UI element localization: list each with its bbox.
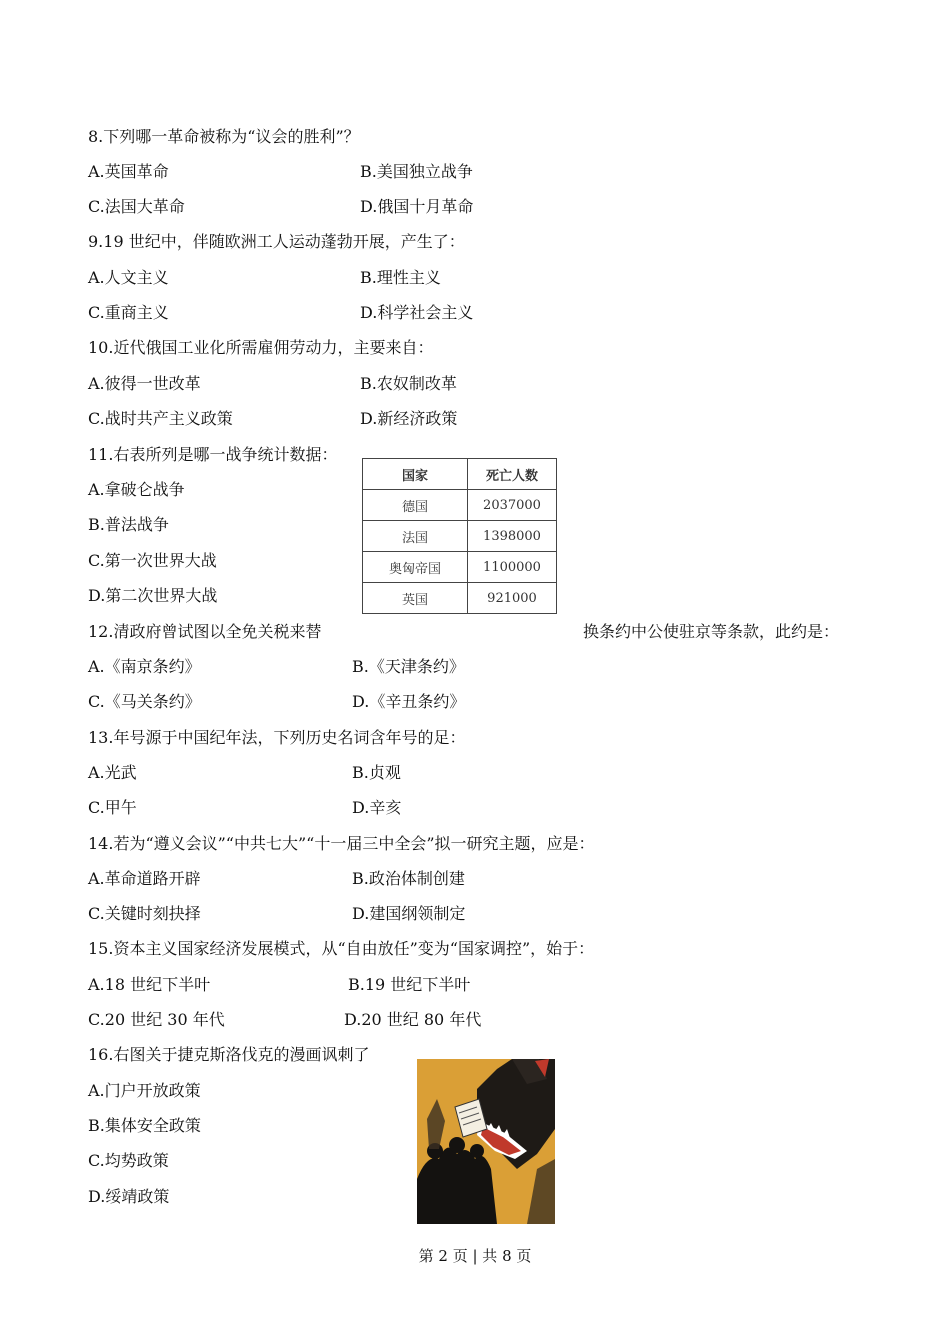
question-15-option-d: D.20 世纪 80 年代 bbox=[344, 1010, 482, 1029]
table-row bbox=[363, 490, 557, 521]
question-10-option-b: B.农奴制改革 bbox=[360, 374, 457, 393]
question-12-option-d: D.《辛丑条约》 bbox=[352, 692, 466, 711]
question-12-option-c: C.《马关条约》 bbox=[88, 692, 201, 711]
question-13-option-a: A.光武 bbox=[88, 763, 137, 782]
question-8-option-c: C.法国大革命 bbox=[88, 197, 185, 216]
question-16-option-d: D.绥靖政策 bbox=[88, 1187, 170, 1206]
question-11-option-c: C.第一次世界大战 bbox=[88, 551, 217, 570]
question-12-stem-right: 换条约中公使驻京等条款，此约是： bbox=[583, 622, 840, 641]
question-14-option-c: C.关键时刻抉择 bbox=[88, 904, 201, 923]
question-8-option-b: B.美国独立战争 bbox=[360, 162, 473, 181]
table-cell: 921000 bbox=[468, 583, 557, 614]
table-cell: 德国 bbox=[363, 490, 468, 521]
question-11-option-d: D.第二次世界大战 bbox=[88, 586, 218, 605]
question-9-option-d: D.科学社会主义 bbox=[360, 303, 474, 322]
table-row bbox=[363, 583, 557, 614]
question-9-option-c: C.重商主义 bbox=[88, 303, 169, 322]
question-16-stem: 16.右图关于捷克斯洛伐克的漫画讽刺了 bbox=[88, 1045, 370, 1064]
question-13-option-c: C.甲午 bbox=[88, 798, 137, 817]
question-9-option-a: A.人文主义 bbox=[88, 268, 169, 287]
question-8-option-a: A.英国革命 bbox=[88, 162, 169, 181]
table-cell: 法国 bbox=[363, 521, 468, 552]
question-10-option-c: C.战时共产主义政策 bbox=[88, 409, 233, 428]
question-15-option-b: B.19 世纪下半叶 bbox=[348, 975, 471, 994]
question-15-stem: 15.资本主义国家经济发展模式，从“自由放任”变为“国家调控”，始于： bbox=[88, 939, 595, 958]
question-11-option-b: B.普法战争 bbox=[88, 515, 169, 534]
question-16-option-c: C.均势政策 bbox=[88, 1151, 169, 1170]
question-9-option-b: B.理性主义 bbox=[360, 268, 441, 287]
question-14-stem: 14.若为“遵义会议”“中共七大”“十一届三中全会”拟一研究主题，应是： bbox=[88, 834, 595, 853]
table-header-country: 国家 bbox=[363, 459, 468, 490]
question-14-option-a: A.革命道路开辟 bbox=[88, 869, 201, 888]
table-cell: 奥匈帝国 bbox=[363, 552, 468, 583]
question-8-option-d: D.俄国十月革命 bbox=[360, 197, 474, 216]
question-12-option-a: A.《南京条约》 bbox=[88, 657, 201, 676]
question-14-option-d: D.建国纲领制定 bbox=[352, 904, 466, 923]
question-13-option-d: D.辛亥 bbox=[352, 798, 402, 817]
table-cell: 1100000 bbox=[468, 552, 557, 583]
table-cell: 1398000 bbox=[468, 521, 557, 552]
question-13-stem: 13.年号源于中国纪年法，下列历史名词含年号的足： bbox=[88, 728, 466, 747]
question-16-option-b: B.集体安全政策 bbox=[88, 1116, 201, 1135]
table-row bbox=[363, 521, 557, 552]
table-header-deaths: 死亡人数 bbox=[468, 459, 557, 490]
question-15-option-a: A.18 世纪下半叶 bbox=[88, 975, 211, 994]
table-cell: 2037000 bbox=[468, 490, 557, 521]
question-15-option-c: C.20 世纪 30 年代 bbox=[88, 1010, 225, 1029]
question-10-option-a: A.彼得一世改革 bbox=[88, 374, 201, 393]
table-row bbox=[363, 552, 557, 583]
table-header-row bbox=[363, 459, 557, 490]
question-10-option-d: D.新经济政策 bbox=[360, 409, 458, 428]
table-cell: 英国 bbox=[363, 583, 468, 614]
czechoslovakia-cartoon-image bbox=[417, 1059, 555, 1224]
question-16-option-a: A.门户开放政策 bbox=[88, 1081, 201, 1100]
question-12-stem-left: 12.清政府曾试图以全免关税来替 bbox=[88, 622, 322, 641]
question-13-option-b: B.贞观 bbox=[352, 763, 401, 782]
question-14-option-b: B.政治体制创建 bbox=[352, 869, 465, 888]
casualty-table bbox=[362, 458, 557, 614]
question-10-stem: 10.近代俄国工业化所需雇佣劳动力，主要来自： bbox=[88, 338, 434, 357]
question-11-stem: 11.右表所列是哪一战争统计数据： bbox=[88, 445, 338, 464]
question-12-option-b: B.《天津条约》 bbox=[352, 657, 465, 676]
question-8-stem: 8.下列哪一革命被称为“议会的胜利”？ bbox=[88, 127, 360, 146]
page-footer: 第 2 页 | 共 8 页 bbox=[418, 1247, 532, 1265]
question-11-option-a: A.拿破仑战争 bbox=[88, 480, 185, 499]
question-9-stem: 9.19 世纪中，伴随欧洲工人运动蓬勃开展，产生了： bbox=[88, 232, 465, 251]
